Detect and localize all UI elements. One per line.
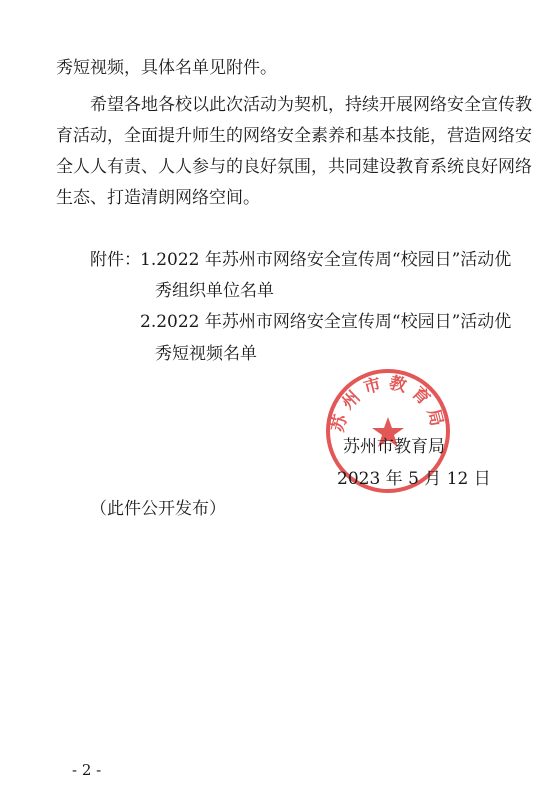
attachment-2-line-2: 秀短视频名单 — [155, 344, 257, 364]
paragraph-2-line-3: 全人人有责、人人参与的良好氛围，共同建设教育系统良好网络 — [56, 157, 532, 177]
body-line-1: 秀短视频，具体名单见附件。 — [56, 58, 277, 78]
publication-note: （此件公开发布） — [90, 499, 226, 519]
paragraph-2-line-1: 希望各地各校以此次活动为契机，持续开展网络安全宣传教 — [90, 95, 532, 115]
attachments-label: 附件： — [90, 250, 141, 270]
paragraph-2-line-4: 生态、打造清朗网络空间。 — [56, 188, 260, 208]
signature-org: 苏州市教育局 — [343, 437, 445, 457]
attachment-2-line-1: 2.2022 年苏州市网络安全宣传周“校园日”活动优 — [140, 312, 512, 332]
paragraph-2-line-2: 育活动，全面提升师生的网络安全素养和基本技能，营造网络安 — [56, 126, 532, 146]
attachment-1-line-2: 秀组织单位名单 — [155, 281, 274, 301]
signature-date: 2023 年 5 月 12 日 — [337, 469, 491, 489]
seal-text: 苏州市教育局 — [328, 373, 448, 435]
page-number: - 2 - — [72, 761, 102, 779]
attachment-1-line-1: 1.2022 年苏州市网络安全宣传周“校园日”活动优 — [140, 250, 512, 270]
